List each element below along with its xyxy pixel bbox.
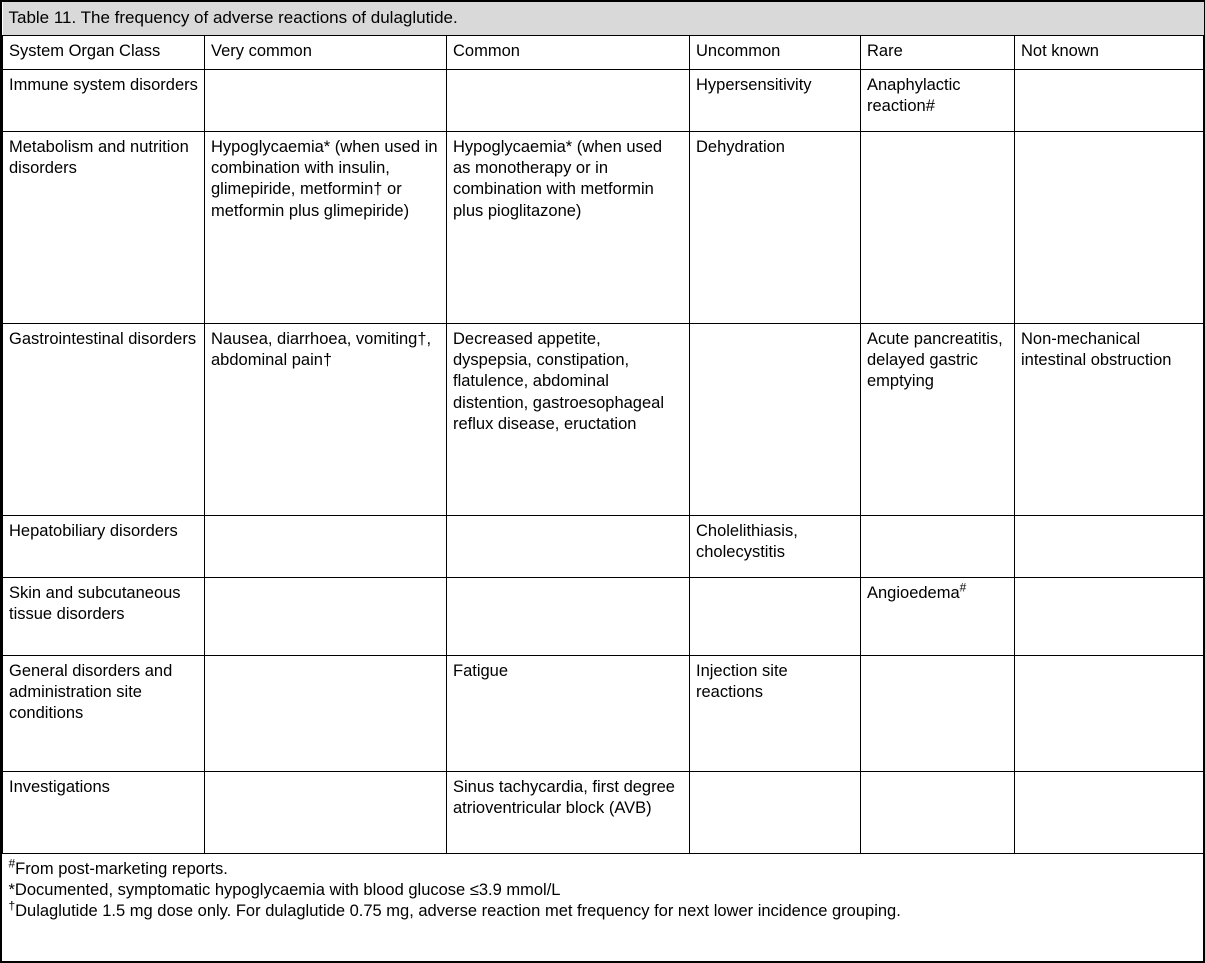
- cell-not-known: [1015, 515, 1204, 577]
- cell-rare: Acute pancreatitis, delayed gastric emptying: [861, 323, 1015, 515]
- table-row: [3, 515, 1204, 577]
- table-row: [3, 323, 1204, 515]
- column-header-common: Common: [447, 36, 690, 69]
- cell-uncommon: [690, 577, 861, 655]
- cell-common: Fatigue: [447, 655, 690, 771]
- table-footnotes: [3, 853, 1204, 929]
- table-caption-row: [3, 2, 1204, 36]
- cell-rare: [861, 655, 1015, 771]
- cell-system-organ-class: Gastrointestinal disorders: [3, 323, 205, 515]
- cell-not-known: [1015, 69, 1204, 131]
- footnote-dagger: [8, 898, 1198, 922]
- adverse-reactions-table: [2, 2, 1204, 929]
- table-header-row: [3, 36, 1204, 69]
- cell-not-known: [1015, 655, 1204, 771]
- cell-common: [447, 515, 690, 577]
- cell-common: Decreased appetite, dyspepsia, constipation, flatulence, abdominal distention, gastroesophageal reflux disease, eructation: [447, 323, 690, 515]
- cell-common: [447, 577, 690, 655]
- column-header-rare: Rare: [861, 36, 1015, 69]
- cell-not-known: [1015, 131, 1204, 323]
- cell-common: Sinus tachycardia, first degree atrioventricular block (AVB): [447, 771, 690, 853]
- cell-very-common: [205, 69, 447, 131]
- cell-rare: [861, 771, 1015, 853]
- table-row: [3, 69, 1204, 131]
- cell-rare: Anaphylactic reaction#: [861, 69, 1015, 131]
- cell-rare: [861, 515, 1015, 577]
- column-header-very-common: Very common: [205, 36, 447, 69]
- footnote-marker: †: [8, 898, 16, 913]
- cell-very-common: [205, 771, 447, 853]
- footnote-marker: *: [8, 880, 15, 899]
- cell-very-common: Hypoglycaemia* (when used in combination with insulin, glimepiride, metformin† or metformin plus glimepiride): [205, 131, 447, 323]
- cell-common: [447, 69, 690, 131]
- column-header-uncommon: Uncommon: [690, 36, 861, 69]
- cell-system-organ-class: Investigations: [3, 771, 205, 853]
- cell-uncommon: [690, 323, 861, 515]
- footnote-marker: #: [8, 856, 16, 871]
- column-header-not-known: Not known: [1015, 36, 1204, 69]
- table-row: [3, 131, 1204, 323]
- cell-uncommon: [690, 771, 861, 853]
- cell-rare: [861, 131, 1015, 323]
- table-row: [3, 577, 1204, 655]
- cell-not-known: Non-mechanical intestinal obstruction: [1015, 323, 1204, 515]
- footnote-text: Documented, symptomatic hypoglycaemia with blood glucose ≤3.9 mmol/L: [14, 880, 561, 899]
- cell-very-common: [205, 577, 447, 655]
- cell-system-organ-class: Hepatobiliary disorders: [3, 515, 205, 577]
- cell-very-common: [205, 515, 447, 577]
- cell-system-organ-class: General disorders and administration site conditions: [3, 655, 205, 771]
- footnote-asterisk: [9, 880, 1198, 901]
- cell-uncommon: Hypersensitivity: [690, 69, 861, 131]
- table-caption: Table 11. The frequency of adverse reactions of dulaglutide.: [3, 2, 1204, 36]
- footnote-hash: [8, 856, 1198, 880]
- cell-system-organ-class: Skin and subcutaneous tissue disorders: [3, 577, 205, 655]
- cell-common: Hypoglycaemia* (when used as monotherapy or in combination with metformin plus pioglitazone): [447, 131, 690, 323]
- table-footnotes-row: [3, 853, 1204, 929]
- cell-system-organ-class: Immune system disorders: [3, 69, 205, 131]
- table-row: [3, 771, 1204, 853]
- cell-rare: Angioedema#: [861, 577, 1015, 655]
- cell-system-organ-class: Metabolism and nutrition disorders: [3, 131, 205, 323]
- cell-uncommon: Dehydration: [690, 131, 861, 323]
- column-header-system-organ-class: System Organ Class: [3, 36, 205, 69]
- cell-not-known: [1015, 577, 1204, 655]
- cell-very-common: Nausea, diarrhoea, vomiting†, abdominal pain†: [205, 323, 447, 515]
- footnote-text: From post-marketing reports.: [15, 859, 228, 878]
- cell-uncommon: Injection site reactions: [690, 655, 861, 771]
- footnote-text: Dulaglutide 1.5 mg dose only. For dulaglutide 0.75 mg, adverse reaction met frequency for next lower incidence grouping.: [15, 902, 901, 921]
- cell-not-known: [1015, 771, 1204, 853]
- cell-uncommon: Cholelithiasis, cholecystitis: [690, 515, 861, 577]
- table-row: [3, 655, 1204, 771]
- cell-very-common: [205, 655, 447, 771]
